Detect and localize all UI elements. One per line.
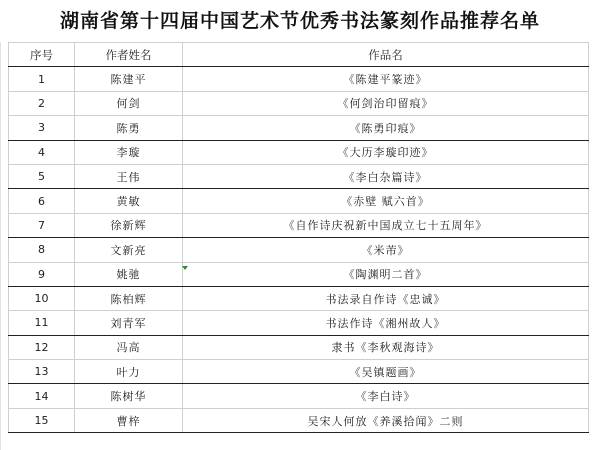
cell-author[interactable]: 文新亮 xyxy=(75,238,183,262)
table-row xyxy=(9,262,589,286)
cell-index[interactable]: 9 xyxy=(9,262,75,286)
table-row xyxy=(9,335,589,359)
table-row xyxy=(9,213,589,237)
cell-index[interactable]: 15 xyxy=(9,408,75,432)
cell-author[interactable]: 姚驰 xyxy=(75,262,183,286)
cell-author[interactable]: 叶力 xyxy=(75,360,183,384)
cell-author[interactable]: 陈勇 xyxy=(75,116,183,140)
cell-index[interactable]: 5 xyxy=(9,164,75,188)
cell-author[interactable]: 陈柏辉 xyxy=(75,286,183,310)
cell-index[interactable]: 2 xyxy=(9,91,75,115)
cell-index[interactable]: 10 xyxy=(9,286,75,310)
document-title: 湖南省第十四届中国艺术节优秀书法篆刻作品推荐名单 xyxy=(59,10,540,32)
recommendation-table xyxy=(8,42,589,433)
cell-index[interactable]: 6 xyxy=(9,189,75,213)
cell-author[interactable]: 徐新辉 xyxy=(75,213,183,237)
cell-work[interactable]: 《大历李璇印迹》 xyxy=(183,140,589,164)
table-row xyxy=(9,311,589,335)
cell-author[interactable]: 何剑 xyxy=(75,91,183,115)
cell-author[interactable]: 黄敏 xyxy=(75,189,183,213)
cell-index[interactable]: 8 xyxy=(9,238,75,262)
cell-author[interactable]: 陈建平 xyxy=(75,67,183,91)
cell-work[interactable]: 《李白诗》 xyxy=(183,384,589,408)
table-row xyxy=(9,116,589,140)
cell-work[interactable]: 书法作诗《湘州故人》 xyxy=(183,311,589,335)
cell-index[interactable]: 12 xyxy=(9,335,75,359)
cell-comment-marker xyxy=(182,266,188,270)
cell-work[interactable]: 《自作诗庆祝新中国成立七十五周年》 xyxy=(183,213,589,237)
table-row xyxy=(9,91,589,115)
table-row xyxy=(9,189,589,213)
cell-work[interactable]: 《米芾》 xyxy=(183,238,589,262)
table-row xyxy=(9,238,589,262)
table-row xyxy=(9,408,589,432)
cell-index[interactable]: 7 xyxy=(9,213,75,237)
cell-work[interactable]: 《李白杂篇诗》 xyxy=(183,164,589,188)
cell-author[interactable]: 李璇 xyxy=(75,140,183,164)
table-header-row xyxy=(9,43,589,67)
table-row xyxy=(9,384,589,408)
cell-index[interactable]: 14 xyxy=(9,384,75,408)
sheet-left-gutter xyxy=(0,42,1,450)
table-row xyxy=(9,360,589,384)
cell-work[interactable]: 《陶渊明二首》 xyxy=(183,262,589,286)
cell-author[interactable]: 王伟 xyxy=(75,164,183,188)
table-row xyxy=(9,286,589,310)
cell-author[interactable]: 曹梓 xyxy=(75,408,183,432)
header-work[interactable]: 作品名 xyxy=(183,43,589,67)
cell-index[interactable]: 4 xyxy=(9,140,75,164)
cell-index[interactable]: 1 xyxy=(9,67,75,91)
cell-work[interactable]: 《吴镇题画》 xyxy=(183,360,589,384)
table-row xyxy=(9,140,589,164)
cell-work[interactable]: 吴宋人何放《养溪拾闻》二则 xyxy=(183,408,589,432)
header-author[interactable]: 作者姓名 xyxy=(75,43,183,67)
cell-work[interactable]: 《何剑治印留痕》 xyxy=(183,91,589,115)
cell-index[interactable]: 3 xyxy=(9,116,75,140)
header-index[interactable]: 序号 xyxy=(9,43,75,67)
cell-index[interactable]: 13 xyxy=(9,360,75,384)
cell-work[interactable]: 《赤壁 赋六首》 xyxy=(183,189,589,213)
cell-author[interactable]: 刘青军 xyxy=(75,311,183,335)
cell-author[interactable]: 冯高 xyxy=(75,335,183,359)
cell-index[interactable]: 11 xyxy=(9,311,75,335)
cell-work[interactable]: 隶书《李秋观海诗》 xyxy=(183,335,589,359)
table-row xyxy=(9,164,589,188)
cell-work[interactable]: 《陈建平篆迹》 xyxy=(183,67,589,91)
cell-work[interactable]: 《陈勇印痕》 xyxy=(183,116,589,140)
cell-work[interactable]: 书法录自作诗《忠诚》 xyxy=(183,286,589,310)
table-row xyxy=(9,67,589,91)
cell-author[interactable]: 陈树华 xyxy=(75,384,183,408)
